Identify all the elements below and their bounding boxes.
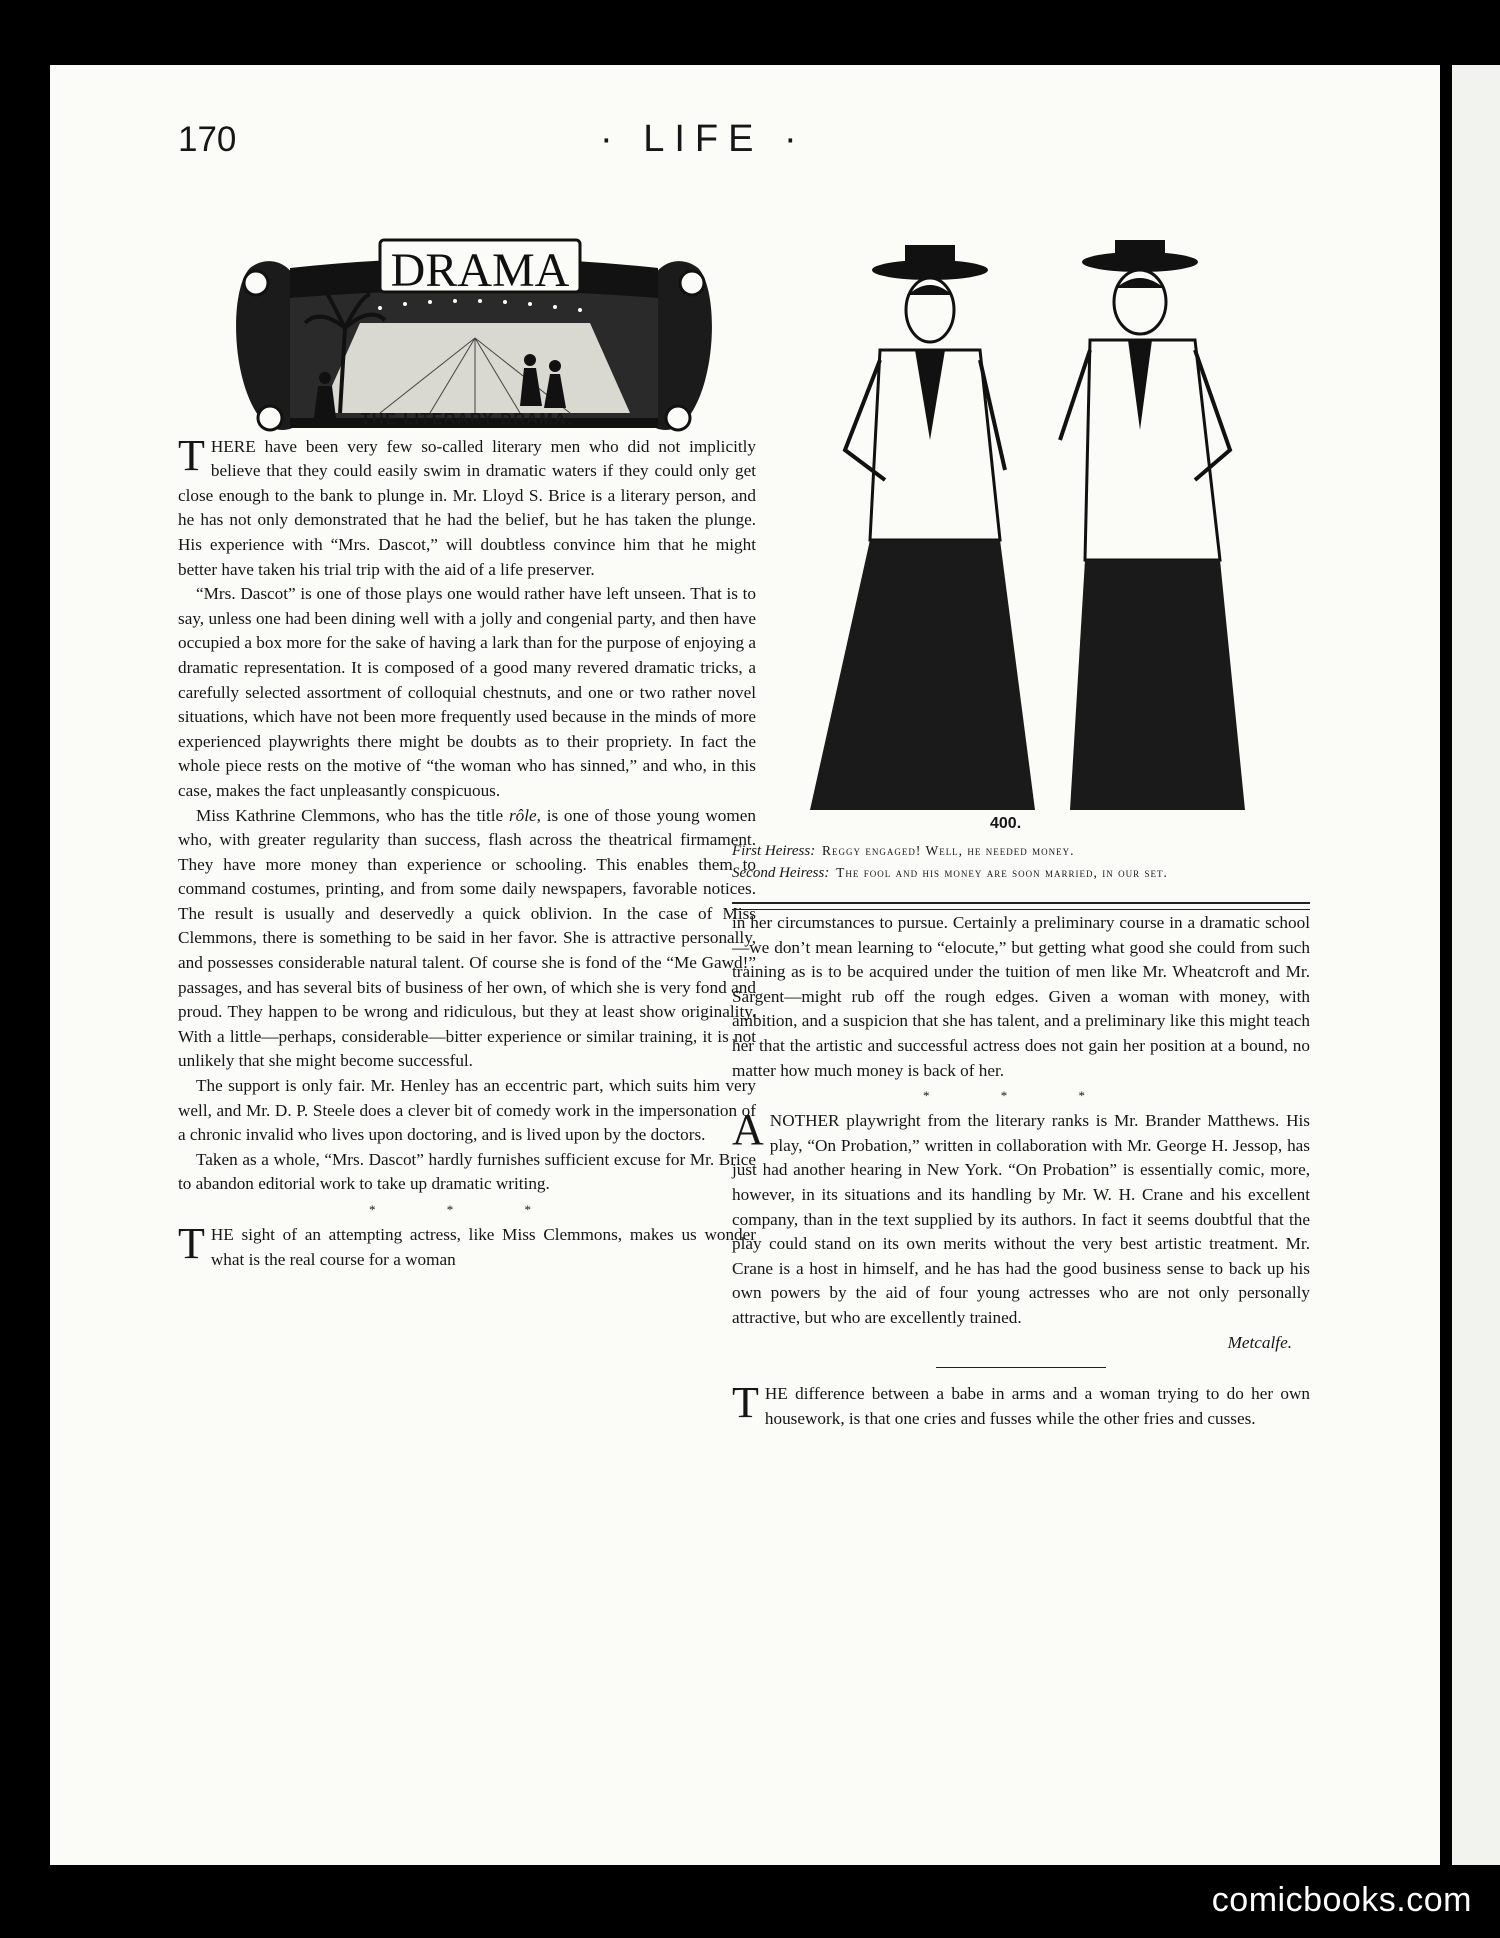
drop-cap: T <box>178 430 205 480</box>
section-stars: * * * <box>923 1088 1119 1104</box>
role-word: rôle <box>508 805 537 825</box>
paragraph-6 <box>178 1219 756 1272</box>
masthead: · LIFE · <box>600 118 807 160</box>
paragraph-1-text: HERE have been very few so-called literary men who did not implicitly believe that they could easily swim in dramatic waters if they could only get close enough to the bank to plunge in. Mr. Lloyd S. Brice is a literary person, and he has not only demonstrated that he had the belief, but he has taken the plunge. His experience with “Mrs. Dascot,” will doubtless convince him that he might better have taken his trial trip with the aid of a life preserver. <box>178 436 756 579</box>
figure-number: 400. <box>990 815 1022 832</box>
paragraph-3 <box>178 804 756 1075</box>
paragraph-3-text-b: , is one of those young women who, with greater regularity than success, flash across the theatrical firmament. They have more money than experience or schooling. This enables them to command costumes, printing, and from some daily newspapers, favorable notices. The result is usually and deservedly a quick oblivion. In the case of Miss Clemmons, there is something to be said in her favor. She is attractive personally, and possesses considerable natural talent. Of course she is fond of the “Me Gawd!” passages, and has several bits of business of her own, of which she is very fond and proud. They happen to be wrong and ridiculous, but they at least show originality. With a little—perhaps, considerable—bitter experience or similar training, it is not unlikely that she might become successful. <box>178 805 756 1071</box>
next-page-edge <box>1452 65 1500 1865</box>
short-rule <box>936 1367 1106 1368</box>
paragraph-2: “Mrs. Dascot” is one of those plays one would rather have left unseen. That is to say, unless one had been dining well with a jolly and congenial party, and then have occupied a box more for the sake of having a lark than for the purpose of enjoying a dramatic representation. It is composed of a good many revered dramatic tricks, a carefully selected assortment of colloquial chestnuts, and one or two rather novel situations, which have not been more frequently used because in the minds of more experienced playwrights there might be doubts as to their propriety. In fact the whole piece rests on the motive of “the woman who has sinned,” and who, in this case, makes the fact unpleasantly conspicuous. <box>178 584 756 800</box>
section-divider <box>732 902 1310 910</box>
paragraph-3-text-a: Miss Kathrine Clemmons, who has the title <box>196 805 509 825</box>
paragraph-6-text: HE sight of an attempting actress, like Miss Clemmons, makes us wonder what is the real course for a woman <box>210 1225 756 1269</box>
paragraph-r1: in her circumstances to pursue. Certainly a preliminary course in a dramatic school—we don’t mean learning to “elocute,” but getting what good she could from such training as is to be acquired under the tuition of men like Mr. Wheatcroft and Mr. Sargent—might rub off the rough edges. Given a woman with money, with ambition, and a suspicion that she has talent, and a preliminary like this might teach her that the artistic and successful actress does not gain her position at a bound, no matter how much money is back of her. <box>732 913 1310 1080</box>
first-heiress-figure <box>810 245 1035 810</box>
banner-title: DRAMA <box>390 244 570 297</box>
author-signature: Metcalfe. <box>1227 1332 1292 1352</box>
caption-text-2: The fool and his money are soon married, in our set. <box>836 865 1168 880</box>
paragraph-r2-text: NOTHER playwright from the literary ranks is Mr. Brander Matthews. His play, “On Probation,” written in collaboration with Mr. George H. Jessop, has just had another hearing in New York. “On Probation” is essentially comic, more, however, in its situations and its handling by Mr. W. H. Crane and his excellent company, than in the text supplied by its authors. In fact it seems doubtful that the play could stand on its own merits without the very best artistic treatment. Mr. Crane is a host in himself, and he has had the good business sense to back up his own powers by the aid of four young actresses who are not only personally attractive, but who are excellently trained. <box>732 1111 1310 1327</box>
drop-cap: T <box>178 1219 205 1268</box>
drop-cap: T <box>732 1378 759 1428</box>
two-heiresses-drawing-icon <box>800 240 1260 810</box>
caption-speaker-2: Second Heiress: <box>732 865 830 881</box>
watermark: comicbooks.com <box>1211 1881 1472 1919</box>
paragraph-1 <box>178 430 756 583</box>
caption-text-1: Reggy engaged! Well, he needed money. <box>821 843 1075 858</box>
caption-speaker-1: First Heiress: <box>732 843 816 859</box>
paragraph-r3 <box>732 1378 1310 1431</box>
drop-cap: A <box>732 1105 764 1155</box>
right-column <box>732 911 1310 1431</box>
paragraph-r3-text: HE difference between a babe in arms and a woman trying to do her own housework, is that one cries and fusses while the other fries and cusses. <box>764 1384 1310 1428</box>
caption-line-1 <box>732 840 1310 862</box>
page-number: 170 <box>178 120 237 159</box>
left-column <box>178 408 756 1272</box>
caption-line-2 <box>732 862 1310 884</box>
second-heiress-figure <box>1060 240 1245 810</box>
section-heading: THE LITERARY DRAMA. <box>360 411 574 428</box>
figure-caption <box>732 840 1310 884</box>
section-stars: * * * <box>369 1202 565 1217</box>
paragraph-5: Taken as a whole, “Mrs. Dascot” hardly furnishes sufficient excuse for Mr. Brice to abandon editorial work to take up dramatic writing. <box>178 1149 756 1194</box>
paragraph-r2 <box>732 1105 1310 1330</box>
paragraph-4: The support is only fair. Mr. Henley has an eccentric part, which suits him very well, and Mr. D. P. Steele does a clever bit of comedy work in the impersonation of a chronic invalid who lives upon doctoring, and is lived upon by the doctors. <box>178 1076 756 1145</box>
